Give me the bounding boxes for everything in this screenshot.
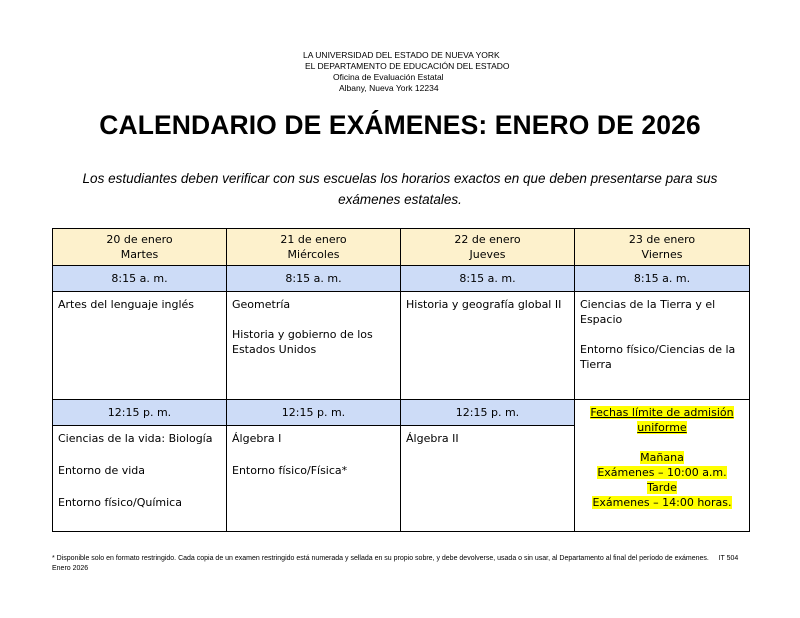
- exam-cell: [227, 426, 401, 532]
- admission-morning-label: Mañana: [640, 451, 684, 464]
- exam-name: Ciencias de la Tierra y el Espacio: [580, 298, 716, 326]
- time-cell: 12:15 p. m.: [227, 400, 401, 426]
- exam-cell: [53, 426, 227, 532]
- footnote-text: * Disponible solo en formato restringido. Cada copia de un examen restringido está numerada y sellada en su propio sobre, y debe devolverse, usada o sin usar, al Departamento al final del período de exámenes.: [52, 555, 709, 562]
- admission-afternoon-text: Exámenes – 14:00 horas.: [592, 496, 732, 509]
- exam-cell: [53, 292, 227, 400]
- exam-cell: [401, 426, 575, 532]
- admission-heading: Fechas límite de admisión uniforme: [590, 406, 734, 434]
- time-cell: 8:15 a. m.: [227, 266, 401, 292]
- exam-name: Entorno físico/Química: [58, 496, 182, 509]
- exam-cell: [227, 292, 401, 400]
- exam-name: Historia y gobierno de los Estados Unidos: [232, 328, 373, 356]
- exam-name: Historia y geografía global II: [406, 298, 562, 311]
- afternoon-time-row: [53, 400, 750, 426]
- exam-name: Geometría: [232, 298, 291, 311]
- time-cell: 12:15 p. m.: [53, 400, 227, 426]
- day-weekday: Jueves: [469, 248, 506, 261]
- day-header-row: [53, 229, 750, 266]
- day-weekday: Miércoles: [287, 248, 340, 261]
- admission-deadlines-cell: [575, 400, 750, 532]
- exam-name: Entorno de vida: [58, 464, 146, 477]
- morning-time-row: [53, 266, 750, 292]
- day-cell: [401, 229, 575, 266]
- time-cell: 8:15 a. m.: [401, 266, 575, 292]
- admission-morning-text: Exámenes – 10:00 a.m.: [597, 466, 727, 479]
- exam-name: Entorno físico/Ciencias de la Tierra: [580, 343, 736, 371]
- day-cell: [575, 229, 750, 266]
- day-date: 23 de enero: [628, 233, 696, 246]
- time-cell: 8:15 a. m.: [53, 266, 227, 292]
- day-date: 20 de enero: [106, 233, 173, 246]
- admission-afternoon-label: Tarde: [647, 481, 677, 494]
- footnote: [52, 554, 752, 574]
- day-date: 22 de enero: [454, 233, 521, 246]
- time-cell: 8:15 a. m.: [575, 266, 750, 292]
- day-weekday: Viernes: [641, 248, 683, 261]
- header-department: EL DEPARTAMENTO DE EDUCACIÓN DEL ESTADO: [305, 61, 510, 71]
- document-code: IT 504 Enero 2026: [52, 555, 739, 572]
- header-office: Oficina de Evaluación Estatal: [333, 72, 444, 82]
- day-cell: [227, 229, 401, 266]
- exam-name: Álgebra II: [406, 432, 459, 445]
- intro-text: Los estudiantes deben verificar con sus escuelas los horarios exactos en que deben presentarse para sus exámenes estatales.: [82, 171, 718, 207]
- header-university: LA UNIVERSIDAD DEL ESTADO DE NUEVA YORK: [303, 50, 500, 60]
- exam-cell: [401, 292, 575, 400]
- exam-name: Entorno físico/Física*: [232, 464, 348, 477]
- exam-name: Ciencias de la vida: Biología: [58, 432, 213, 445]
- day-weekday: Martes: [120, 248, 159, 261]
- page-title: CALENDARIO DE EXÁMENES: ENERO DE 2026: [99, 110, 701, 140]
- exam-calendar-table: [52, 228, 750, 532]
- day-date: 21 de enero: [280, 233, 347, 246]
- morning-exams-row: [53, 292, 750, 400]
- exam-name: Álgebra I: [232, 432, 282, 445]
- header-address: Albany, Nueva York 12234: [339, 83, 439, 93]
- exam-cell: [575, 292, 750, 400]
- day-cell: [53, 229, 227, 266]
- exam-name: Artes del lenguaje inglés: [58, 298, 195, 311]
- time-cell: 12:15 p. m.: [401, 400, 575, 426]
